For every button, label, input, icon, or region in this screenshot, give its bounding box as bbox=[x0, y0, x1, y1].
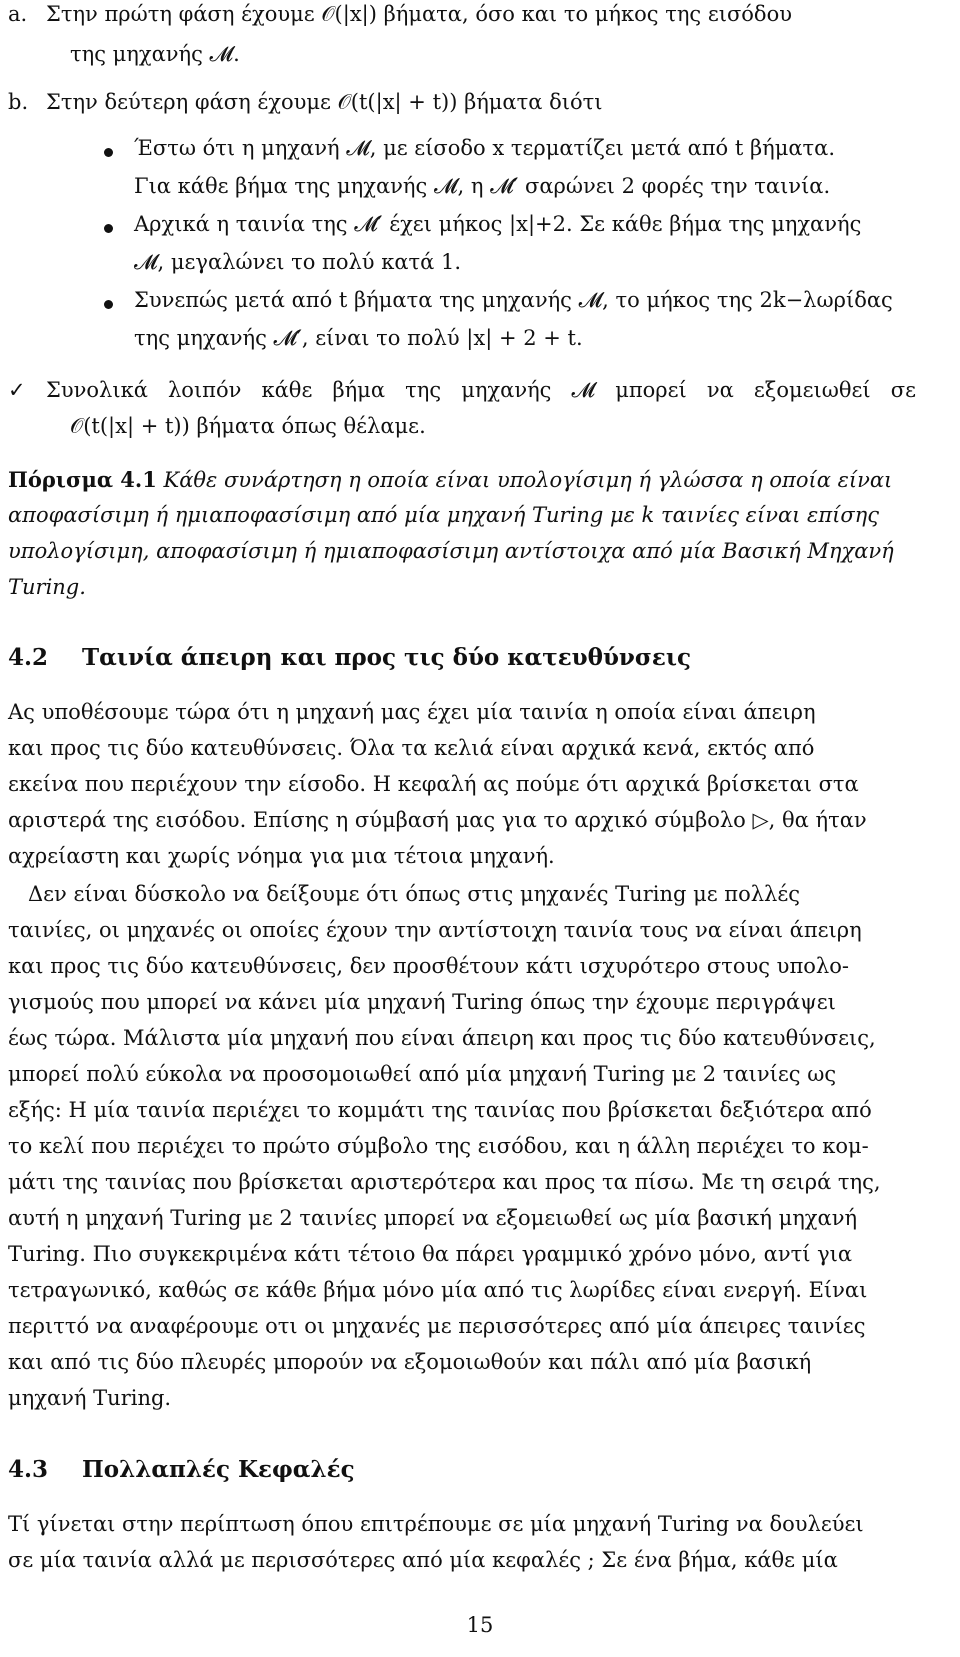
para-line: μηχανή Turing. bbox=[8, 1386, 172, 1410]
bullet-dot bbox=[104, 148, 113, 157]
section-heading-4-3 bbox=[8, 1456, 355, 1484]
conclusion-line-2: 𝒪(t(|x| + t)) βήματα όπως θέλαμε. bbox=[70, 414, 426, 438]
section-heading-4-2 bbox=[8, 644, 691, 672]
list-label-b: b. bbox=[8, 90, 29, 114]
para-line: έως τώρα. Μάλιστα μία μηχανή που είναι άπειρη και προς τις δύο κατευθύνσεις, bbox=[8, 1026, 876, 1050]
section-title: Ταινία άπειρη και προς τις δύο κατευθύνσεις bbox=[82, 644, 691, 671]
para-line: μπορεί πολύ εύκολα να προσομοιωθεί από μία μηχανή Turing με 2 ταινίες ως bbox=[8, 1062, 837, 1086]
section-title: Πολλαπλές Κεφαλές bbox=[82, 1456, 355, 1483]
para-line: ταινίες, οι μηχανές οι οποίες έχουν την αντίστοιχη ταινία τους να είναι άπειρη bbox=[8, 918, 862, 942]
para-line: αριστερά της εισόδου. Επίσης η σύμβασή μας για το αρχικό σύμβολο ▷, θα ήταν bbox=[8, 808, 867, 832]
checkmark-icon: ✓ bbox=[8, 378, 26, 402]
para-line: Ας υποθέσουμε τώρα ότι η μηχανή μας έχει μία ταινία η οποία είναι άπειρη bbox=[8, 700, 816, 724]
para-line: Τί γίνεται στην περίπτωση όπου επιτρέπουμε σε μία μηχανή Turing να δουλεύει bbox=[8, 1512, 864, 1536]
bullet-3-line-2: της μηχανής 𝓜′, είναι το πολύ |x| + 2 + t. bbox=[134, 326, 583, 350]
conclusion-line-1: Συνολικά λοιπόν κάθε βήμα της μηχανής 𝓜 μπορεί να εξομειωθεί σε bbox=[46, 378, 916, 402]
para-line: εξής: Η μία ταινία περιέχει το κομμάτι της ταινίας που βρίσκεται δεξιότερα από bbox=[8, 1098, 872, 1122]
corollary-label: Πόρισμα 4.1 bbox=[8, 467, 157, 492]
list-item-b-line: Στην δεύτερη φάση έχουμε 𝒪(t(|x| + t)) βήματα διότι bbox=[46, 90, 603, 114]
corollary-line-1 bbox=[8, 467, 918, 493]
corollary-text-1: Κάθε συνάρτηση η οποία είναι υπολογίσιμη ή γλώσσα η οποία είναι bbox=[163, 468, 893, 492]
para-line: αυτή η μηχανή Turing με 2 ταινίες μπορεί να εξομειωθεί ως μία βασική μηχανή bbox=[8, 1206, 858, 1230]
list-item-a-line-2: της μηχανής 𝓜. bbox=[70, 42, 240, 66]
para-line: και από τις δύο πλευρές μπορούν να εξομοιωθούν και πάλι από μία βασική bbox=[8, 1350, 812, 1374]
para-line: και προς τις δύο κατευθύνσεις. Όλα τα κελιά είναι αρχικά κενά, εκτός από bbox=[8, 736, 815, 760]
bullet-2-line-1: Αρχικά η ταινία της 𝓜′ έχει μήκος |x|+2. Σε κάθε βήμα της μηχανής bbox=[134, 212, 862, 236]
para-line: τετραγωνικό, καθώς σε κάθε βήμα μόνο μία από τις λωρίδες είναι ενεργή. Είναι bbox=[8, 1278, 868, 1302]
para-line: εκείνα που περιέχουν την είσοδο. Η κεφαλή ας πούμε ότι αρχικά βρίσκεται στα bbox=[8, 772, 859, 796]
para-line: και προς τις δύο κατευθύνσεις, δεν προσθέτουν κάτι ισχυρότερο στους υπολο- bbox=[8, 954, 849, 978]
section-number: 4.3 bbox=[8, 1456, 49, 1483]
list-item-a-line-1: Στην πρώτη φάση έχουμε 𝒪(|x|) βήματα, όσο και το μήκος της εισόδου bbox=[46, 2, 792, 26]
bullet-1-line-2: Για κάθε βήμα της μηχανής 𝓜, η 𝓜′ σαρώνει 2 φορές την ταινία. bbox=[134, 174, 831, 198]
para-line: περιττό να αναφέρουμε οτι οι μηχανές με περισσότερες από μία άπειρες ταινίες bbox=[8, 1314, 866, 1338]
bullet-3-line-1: Συνεπώς μετά από t βήματα της μηχανής 𝓜, το μήκος της 2k−λωρίδας bbox=[134, 288, 893, 312]
para-line: Turing. Πιο συγκεκριμένα κάτι τέτοιο θα πάρει γραμμικό χρόνο μόνο, αντί για bbox=[8, 1242, 853, 1266]
bullet-2-line-2: 𝓜, μεγαλώνει το πολύ κατά 1. bbox=[134, 250, 462, 274]
para-line: το κελί που περιέχει το πρώτο σύμβολο της εισόδου, και η άλλη περιέχει το κομ- bbox=[8, 1134, 869, 1158]
corollary-line-3: υπολογίσιμη, αποφασίσιμη ή ημιαποφασίσιμη αντίστοιχα από μία Βασική Μηχανή bbox=[8, 539, 894, 563]
bullet-1-line-1: Έστω ότι η μηχανή 𝓜, με είσοδο x τερματίζει μετά από t βήματα. bbox=[134, 136, 836, 160]
page-number: 15 bbox=[466, 1613, 494, 1637]
para-line: σε μία ταινία αλλά με περισσότερες από μία κεφαλές ; Σε ένα βήμα, κάθε μία bbox=[8, 1548, 838, 1572]
corollary-line-2: αποφασίσιμη ή ημιαποφασίσιμη από μία μηχανή Turing με k ταινίες είναι επίσης bbox=[8, 503, 880, 527]
list-label-a: a. bbox=[8, 2, 28, 26]
bullet-dot bbox=[104, 224, 113, 233]
section-number: 4.2 bbox=[8, 644, 49, 671]
para-line: γισμούς που μπορεί να κάνει μία μηχανή Turing όπως την έχουμε περιγράψει bbox=[8, 990, 836, 1014]
para-line: μάτι της ταινίας που βρίσκεται αριστερότερα και προς τα πίσω. Με τη σειρά της, bbox=[8, 1170, 881, 1194]
bullet-dot bbox=[104, 300, 113, 309]
para-line: Δεν είναι δύσκολο να δείξουμε ότι όπως στις μηχανές Turing με πολλές bbox=[28, 882, 801, 906]
para-line: αχρείαστη και χωρίς νόημα για μια τέτοια μηχανή. bbox=[8, 844, 555, 868]
corollary-line-4: Turing. bbox=[8, 575, 86, 599]
